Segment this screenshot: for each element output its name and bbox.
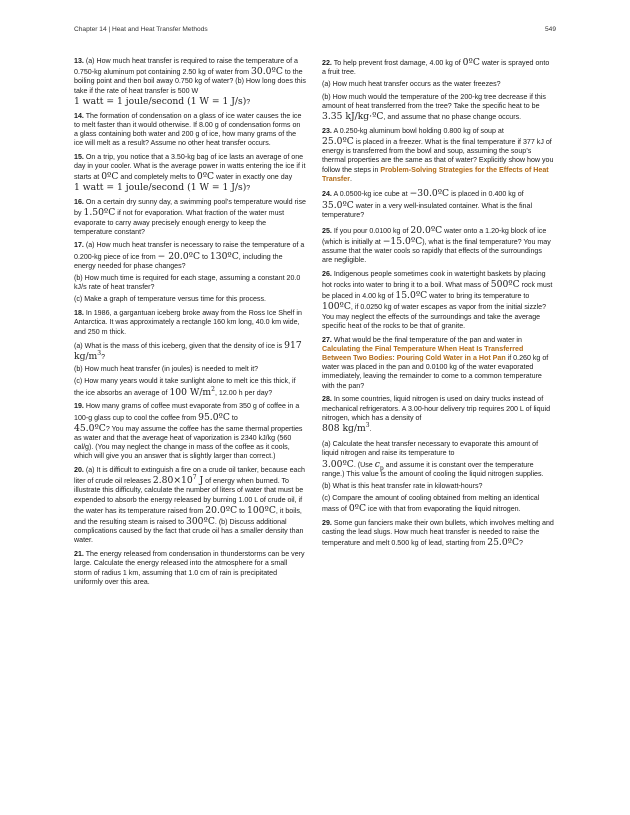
problem-28-part-c [322,494,554,514]
math-temperature: 35.0ºC [322,199,354,211]
problem-number: 23. [322,126,332,135]
punctuation: ? [246,184,251,193]
problem-text: In some countries, liquid nitrogen is used on dairy trucks instead of mechanical refrigerators. A 3.00-hour delivery trip requires 200 L of liquid nitrogen, which has a density of [322,395,551,422]
problem-18-part-b: (b) How much heat transfer (in joules) is needed to melt it? [74,365,259,374]
problem-17 [74,241,306,304]
problem-17-part-a [74,241,306,271]
punctuation: ? [101,352,106,361]
problem-text: water in a very well-insulated container. What is the final temperature? [322,201,533,219]
problem-text: to the boiling point and then boil away 0.750 kg of water? (b) How long does this take if the rate of heat transfer is 500 W [74,68,306,95]
math-temperature: 0ºC [196,171,215,183]
problem-text: and completely melts to [118,173,197,182]
problem-19-text [74,402,306,461]
problem-22-part-b [322,93,554,123]
problem-18-part-a [74,340,306,362]
problem-text: Indigenous people sometimes cook in watertight baskets by placing hot rocks into water to bring it to a boil. What mass of [322,269,546,290]
problem-text: , and assume that no phase change occurs. [383,113,522,122]
math-temperature: 95.0ºC [198,411,230,423]
problem-16 [74,198,306,237]
math-temperature: 25.0ºC [487,537,520,549]
problem-22-intro [322,57,554,77]
math-temperature: −15.0ºC [382,235,423,247]
punctuation: ? [246,97,251,106]
problem-23-text [322,127,554,184]
problem-text: (a) How much heat transfer is necessary to raise the temperature of a 0.200-kg piece of ice from [74,241,305,261]
math-watt-definition: 1 watt = 1 joule/second (1 W = 1 J/s) [74,95,247,107]
problem-text: The formation of condensation on a glass of ice water causes the ice to melt faster than it would otherwise. If 8.00 g of condensation forms on a glass containing both water and 200 g of ice, how many grams of the ice will melt as a result? Assume no other heat transfer occurs. [74,111,302,148]
problem-15-text [74,153,306,194]
math-temperature: 15.0ºC [395,290,428,302]
math-exponent: 7 [192,474,197,482]
problem-22-part-a: (a) How much heat transfer occurs as the water freezes? [322,80,501,89]
math-density [322,423,370,434]
problem-text: water in exactly one day [214,173,293,182]
problem-number: 29. [322,519,332,528]
punctuation: . [369,424,372,433]
problem-21 [74,550,306,587]
problem-20-text [74,466,306,546]
problem-number: 26. [322,269,332,278]
math-temperature: 1.50ºC [83,207,116,219]
math-temperature: 500ºC [490,279,520,291]
problem-text: Some gun fanciers make their own bullets, which involves melting and casting the lead slugs. How much heat transfer is needed to raise the temperature and melt 0.500 kg of lead, starting from [322,519,554,548]
math-watt-definition: 1 watt = 1 joule/second (1 W = 1 J/s) [74,182,247,194]
problem-13-text [74,57,306,107]
problem-text: , 12.00 h per day? [214,388,273,397]
problem-number: 22. [322,59,332,67]
problem-21-text [74,550,306,587]
problem-number: 16. [74,198,84,207]
problem-number: 14. [74,111,84,120]
problem-13 [74,57,306,107]
problem-text: water to bring its temperature to [427,292,530,301]
problem-18-part-c [74,377,306,397]
math-temperature: 30.0ºC [251,66,283,78]
math-symbol: c [374,458,380,470]
math-value: 100 W/m [169,386,212,398]
problem-28 [322,395,554,514]
problem-17-part-c: (c) Make a graph of temperature versus time for this process. [74,295,266,304]
problem-27 [322,336,554,391]
problem-text: and assume it is constant over the temperature range.) This value is the amount of cooling the liquid nitrogen supplies. [322,460,544,478]
problem-text: is placed in 0.400 kg of [449,190,524,199]
math-temperature: −30.0ºC [409,188,450,200]
problem-text: (a) What is the mass of this iceberg, given that the density of ice is [74,341,285,350]
math-unit: J [196,475,204,487]
math-temperature: 20.0ºC [410,224,443,236]
problem-text: to [200,252,210,261]
problem-text: The energy released from condensation in thunderstorms can be very large. Calculate the energy released into the atmosphere for a small storm of radius 1 km, assuming that 1.0 cm of rain is precipitated uniformly over this area. [74,550,305,586]
problem-text: ), what is the final temperature? You may assume that the water cools so rapidly that effects of the surroundings are negligible. [322,237,551,265]
problem-text: ice with that from evaporating the liquid nitrogen. [366,505,521,514]
problem-number: 24. [322,190,332,199]
math-value: 2.80×10 [152,475,193,487]
problem-text: If you pour 0.0100 kg of [331,226,411,235]
problem-text: To help prevent frost damage, 4.00 kg of [331,59,463,67]
problem-29-text [322,519,554,549]
problem-24-text [322,188,554,220]
problem-number: 15. [74,152,84,161]
problem-text: A 0.0500-kg ice cube at [331,190,410,199]
example-link[interactable]: Calculating the Final Temperature When Heat Is Transferred Between Two Bodies: Pouring Cold Water in a Hot Pan [322,344,524,362]
math-temperature: 0ºC [348,503,367,515]
problem-text: , if 0.0250 kg of water escapes as vapor from the initial sizzle? You may neglect the effects of the surroundings and take the average specific heat of the rocks to be that of granite. [322,303,547,330]
problem-23 [322,127,554,184]
problem-text: In 1986, a gargantuan iceberg broke away from the Ross Ice Shelf in Antarctica. It was approximately a rectangle 160 km long, 40.0 km wide, and 250 m thick. [74,309,302,336]
problem-text: is placed in a freezer. What is the final temperature if 377 kJ of energy is transferred from the bowl and soup, assuming the soup’s thermal properties are the same as that of water? Explicitly show how you follow the steps in [322,137,554,174]
math-energy [153,475,203,486]
problem-19 [74,402,306,461]
math-temperature: 45.0ºC [74,422,106,434]
problem-22 [322,57,554,122]
math-temperature: 100ºC [322,301,351,313]
problem-text: . (Use [353,460,375,469]
problem-text: (a) It is difficult to extinguish a fire on a crude oil tanker, because each liter of crude oil releases [74,466,305,486]
problem-text: On a certain dry sunny day, a swimming pool’s temperature would rise by [74,198,306,218]
math-exponent: 3 [97,349,102,357]
math-subscript: p [379,464,384,472]
problem-number: 18. [74,309,84,318]
problem-number: 20. [74,466,84,475]
problem-number: 19. [74,402,84,411]
problem-28-intro [322,395,554,434]
strategy-link[interactable]: Problem-Solving Strategies for the Effects of Heat Transfer [322,165,549,183]
problem-15 [74,153,306,194]
problem-text: A 0.250-kg aluminum bowl holding 0.800 kg of soup at [331,126,504,135]
problem-26-text [322,270,554,331]
problem-text: What would be the final temperature of the pan and water in [331,335,522,344]
problem-text: if not for evaporation. What fraction of the water must evaporate to carry away precisely enough energy to keep the temperature constant? [74,209,285,236]
math-exponent: 3 [365,421,370,429]
page-number: 549 [544,26,556,33]
problem-text: How many grams of coffee must evaporate from 350 g of coffee in a 100-g glass cup to cool the coffee from [74,402,300,422]
problem-text: , including the energy needed for phase changes? [74,252,283,270]
page-header [74,26,556,33]
problem-text: (b) How much would the temperature of the 200-kg tree decrease if this amount of heat transferred from the tree? Take the specific heat to be [322,92,546,110]
problem-number: 13. [74,57,84,65]
math-temperature: 25.0ºC [322,135,354,147]
punctuation: ? [519,539,523,548]
right-column [322,57,554,553]
problem-28-part-a [322,440,554,479]
problem-text: (a) How much heat transfer is required to raise the temperature of a 0.750-kg aluminum pot containing 2.50 kg of water from [74,57,298,77]
problem-number: 17. [74,241,84,250]
math-temperature: 100ºC [246,504,276,516]
problem-25 [322,225,554,266]
problem-text: ? You may assume the coffee has the same thermal properties as water and that the average heat of vaporization is 2340 kJ/kg (560 cal/g). (You may neglect the change in mass of the coffee as it cools, which will give you an answer that is slightly larger than correct.) [74,424,303,461]
punctuation: . [350,174,352,183]
problem-text: On a trip, you notice that a 3.50-kg bag of ice lasts an average of one day in your cooler. What is the average power in watts entering the ice if it starts at [74,152,306,182]
math-flux [169,387,215,398]
chapter-title: Chapter 14 | Heat and Heat Transfer Methods [74,26,208,33]
problem-text: to [229,413,238,422]
math-temperature: − 20.0ºC [157,250,201,262]
problem-text: (a) Calculate the heat transfer necessary to evaporate this amount of liquid nitrogen and raise its temperature to [322,440,539,458]
problem-29 [322,519,554,549]
problem-20 [74,466,306,546]
math-temperature: 3.00ºC [322,458,354,470]
problem-text: rock must be placed in 4.00 kg of [322,281,553,301]
math-value: 808 kg/m [322,422,366,434]
problem-text: water is sprayed onto a fruit tree. [322,59,550,77]
problem-16-text [74,198,306,237]
problem-number: 25. [322,226,332,235]
problem-18-intro [74,309,306,337]
math-temperature: 130ºC [209,250,239,262]
problem-text: (c) How many years would it take sunlight alone to melt ice this thick, if the ice absorbs an average of [74,377,296,397]
problem-28-part-b: (b) What is this heat transfer rate in kilowatt-hours? [322,481,483,490]
problem-number: 28. [322,395,332,404]
math-value: 917 kg/m [74,339,302,362]
problem-18 [74,309,306,398]
problem-text: water onto a 1.20-kg block of ice (which is initially at [322,226,547,246]
problem-14 [74,112,306,149]
math-specific-heat: 3.35 kJ/kg·ºC [322,111,384,123]
problem-text: if 0.260 kg of water was placed in the pan and 0.0100 kg of the water evaporated immediately, leaving the remainder to come to a common temperature with the pan? [322,353,549,390]
math-temperature: 20.0ºC [205,504,238,516]
math-temperature: 0ºC [101,171,119,183]
problem-17-part-b: (b) How much time is required for each stage, assuming a constant 20.0 kJ/s rate of heat transfer? [74,274,301,292]
problem-number: 21. [74,550,84,559]
problem-27-text [322,336,554,391]
problem-26 [322,270,554,331]
problem-text: of energy when burned. To illustrate this difficulty, calculate the number of liters of water that must be expended to absorb the energy released by burning 1.00 L of crude oil, if the water has its temperature raised from [74,477,304,515]
problem-text: , it boils, and the resulting steam is raised to [74,506,302,527]
problem-24 [322,188,554,220]
left-column [74,57,306,591]
problem-number: 27. [322,335,332,344]
problem-text: (c) Compare the amount of cooling obtained from melting an identical mass of [322,494,540,514]
problem-text: . (b) Discuss additional complications caused by the fact that crude oil has a smaller density than water. [74,518,304,545]
math-exponent: 2 [211,385,215,393]
math-temperature: 0ºC [462,57,480,68]
math-specific-heat-symbol [375,459,384,470]
problem-text: to [237,506,247,515]
problem-14-text [74,112,306,149]
problem-25-text [322,225,554,266]
math-temperature: 300ºC [185,516,215,528]
